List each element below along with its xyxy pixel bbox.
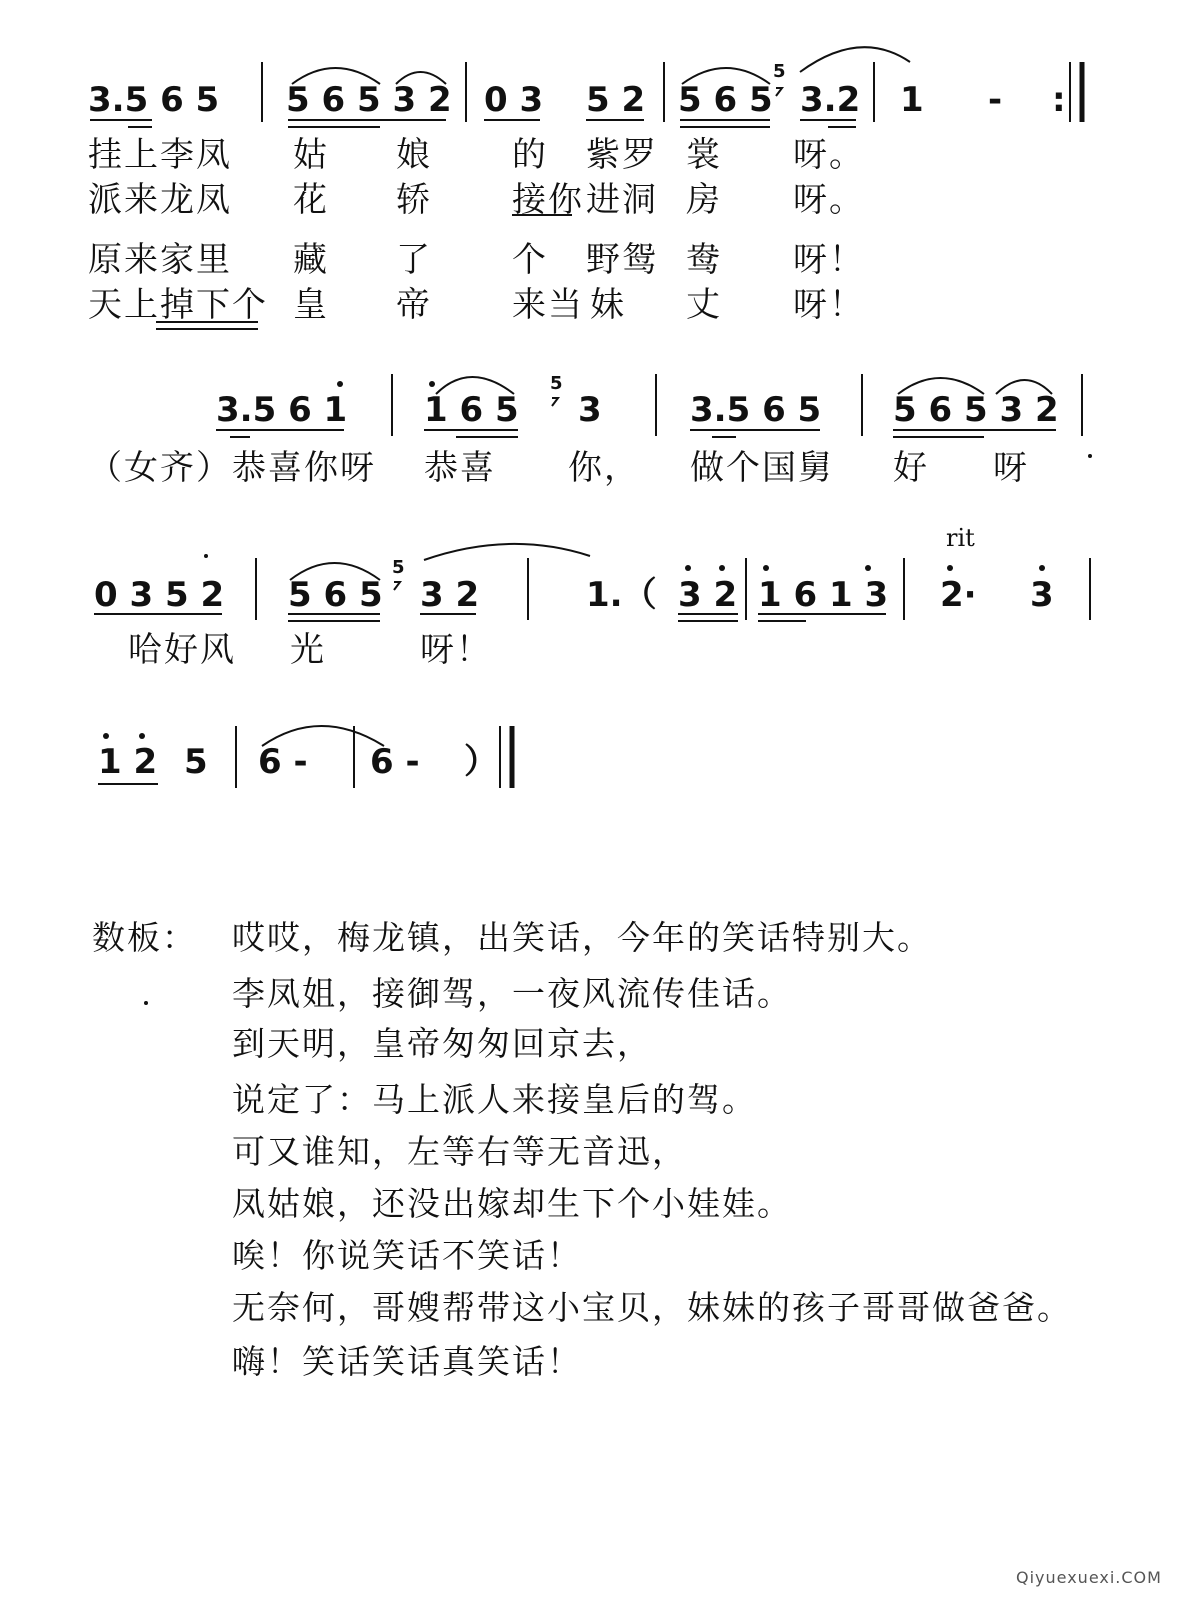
lyric: 呀。	[793, 180, 865, 220]
slur	[682, 68, 770, 84]
note-group: 3.5 6 5	[690, 390, 822, 430]
note-group: -	[988, 80, 1003, 120]
note-group: 1 6 1 3	[758, 575, 889, 615]
lyric: 呀！	[793, 285, 865, 325]
speck	[204, 554, 208, 558]
slur	[436, 377, 514, 394]
shuban-line: 嗨！笑话笑话真笑话！	[232, 1342, 582, 1381]
lyric: 来当	[512, 285, 584, 325]
note-group: 5 6 5 3 2	[286, 80, 452, 120]
note-group: 5 2	[586, 80, 646, 120]
lyric: 呀！	[793, 240, 865, 280]
note-group: 5 6 5	[678, 80, 773, 120]
note-group: 1	[900, 80, 924, 120]
lyric: 呀！	[420, 630, 492, 670]
note-group: 0 3	[484, 80, 544, 120]
lyric: 裳	[686, 135, 722, 175]
slur	[800, 47, 910, 72]
note-group: 3.5 6 1	[216, 390, 348, 430]
slur	[292, 68, 380, 84]
lyric: 娘	[396, 135, 432, 175]
note-group: 3	[1030, 575, 1054, 615]
lyric: 哈好风	[128, 630, 236, 670]
lyric: 了	[396, 240, 432, 280]
lyric: 帝	[396, 285, 432, 325]
lyric: 皇	[293, 285, 329, 325]
note-group: 5 6 5	[288, 575, 383, 615]
octave-dot	[947, 565, 953, 571]
slur	[996, 380, 1052, 394]
octave-dot	[685, 565, 691, 571]
shuban-line: 可又谁知，左等右等无音迅，	[232, 1132, 687, 1171]
note-group: 1.（	[586, 575, 657, 615]
octave-dot	[103, 733, 109, 739]
shuban-line: 李凤姐，接御驾，一夜风流传佳话。	[232, 974, 792, 1013]
note-group: 3.5 6 5	[88, 80, 220, 120]
note-group: 2·	[940, 575, 977, 615]
lyric: 光	[290, 630, 326, 670]
note-group: 3	[578, 390, 602, 430]
octave-dot	[763, 565, 769, 571]
shuban-line: 说定了：马上派人来接皇后的驾。	[232, 1080, 757, 1119]
note-group: 3 2	[678, 575, 738, 615]
grace-note: 5	[773, 61, 786, 82]
octave-dot	[429, 381, 435, 387]
note-group: 5 6 5 3 2	[893, 390, 1059, 430]
lyric: 你，	[568, 448, 640, 488]
lyric: 呀	[993, 448, 1029, 488]
lyric: 天上掉下个	[88, 285, 268, 325]
octave-dot	[337, 381, 343, 387]
lyric: 做个国舅	[690, 448, 834, 488]
lyric: 藏	[293, 240, 329, 280]
note-group: 6 -	[258, 742, 308, 782]
note-group: 0 3 5 2	[94, 575, 225, 615]
note-group: 1 2	[98, 742, 158, 782]
lyric: 原来家里	[88, 240, 232, 280]
lyric: 派来龙凤	[88, 180, 232, 220]
note-group: 3 2	[420, 575, 480, 615]
lyric: 紫罗	[586, 135, 658, 175]
grace-hook	[552, 398, 558, 406]
slur	[898, 378, 984, 394]
lyric: （女齐）恭喜你呀	[88, 448, 376, 488]
octave-dot	[139, 733, 145, 739]
note-group: 5	[184, 742, 208, 782]
lyric: 恭喜	[424, 448, 496, 488]
lyric: 挂上李凤	[88, 135, 232, 175]
site-watermark: Qiyuexuexi.COM	[1016, 1568, 1162, 1587]
note-group: 6 -	[370, 742, 420, 782]
lyric: 轿	[396, 180, 432, 220]
grace-note: 5	[550, 373, 563, 394]
shuban-label: 数板：	[92, 918, 197, 957]
grace-hook	[394, 582, 400, 590]
speck	[144, 1001, 148, 1005]
shuban-line: 哎哎，梅龙镇，出笑话，今年的笑话特别大。	[232, 918, 932, 957]
speck	[1088, 454, 1092, 458]
note-group: 1 6 5	[424, 390, 519, 430]
lyric: 进洞	[586, 180, 658, 220]
lyric: 花	[293, 180, 329, 220]
note-group: 3.2	[800, 80, 861, 120]
octave-dot	[1039, 565, 1045, 571]
shuban-line: 到天明，皇帝匆匆回京去，	[232, 1024, 652, 1063]
lyric: 的	[512, 135, 548, 175]
shuban-line: 无奈何，哥嫂帮带这小宝贝，妹妹的孩子哥哥做爸爸。	[232, 1288, 1072, 1327]
lyric: 妹	[590, 285, 626, 325]
note-group: ）	[464, 742, 498, 782]
lyric: 房	[686, 180, 722, 220]
grace-hook	[776, 88, 782, 96]
lyric: 丈	[686, 285, 722, 325]
octave-dot	[719, 565, 725, 571]
slur	[290, 563, 380, 580]
lyric: 鸯	[686, 240, 722, 280]
slur	[424, 544, 590, 560]
tempo-marking: rit	[946, 524, 975, 552]
slur	[396, 72, 446, 84]
shuban-line: 唉！你说笑话不笑话！	[232, 1236, 582, 1275]
shuban-line: 凤姑娘，还没出嫁却生下个小娃娃。	[232, 1184, 792, 1223]
octave-dot	[865, 565, 871, 571]
lyric: 好	[893, 448, 929, 488]
grace-note: 5	[392, 557, 405, 578]
repeat-dots: :	[1052, 80, 1066, 120]
lyric: 呀。	[793, 135, 865, 175]
lyric: 野鸳	[586, 240, 658, 280]
lyric: 接你	[512, 180, 584, 220]
lyric: 姑	[293, 135, 329, 175]
slur	[262, 726, 384, 746]
lyric: 个	[512, 240, 548, 280]
